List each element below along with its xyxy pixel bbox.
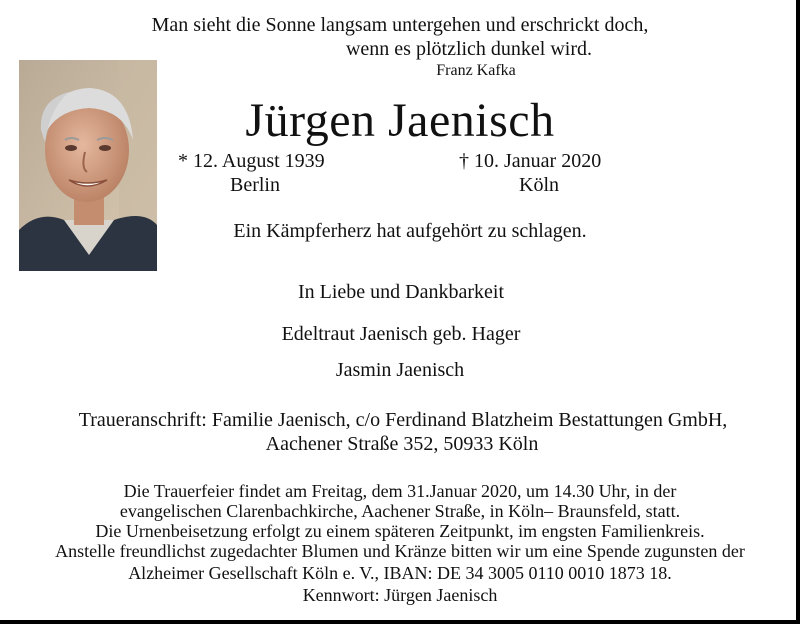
info-line: Alzheimer Gesellschaft Köln e. V., IBAN: DE 34 3005 0110 0010 1873 18.: [128, 563, 672, 583]
birth-date: * 12. August 1939: [178, 150, 325, 172]
quote-author: Franz Kafka: [436, 62, 516, 79]
info-line: Kennwort: Jürgen Jaenisch: [302, 585, 498, 605]
motto: Ein Kämpferherz hat aufgehört zu schlagen.: [233, 220, 587, 242]
info-line: Die Urnenbeisetzung erfolgt zu einem späteren Zeitpunkt, im engsten Familienkreis.: [95, 521, 705, 541]
quote-line-2: wenn es plötzlich dunkel wird.: [345, 38, 593, 60]
birth-place: Berlin: [230, 174, 280, 196]
info-line: Anstelle freundlichst zugedachter Blumen und Kränze bitten wir um eine Spende zugunsten der: [55, 541, 745, 561]
info-line: evangelischen Clarenbachkirche, Aachener Straße, in Köln– Braunsfeld, statt.: [119, 501, 681, 521]
mourners-intro: In Liebe und Dankbarkeit: [297, 281, 505, 303]
mourner-name: Jasmin Jaenisch: [335, 359, 465, 381]
deceased-name: Jürgen Jaenisch: [245, 94, 555, 147]
mourning-address-line-2: Aachener Straße 352, 50933 Köln: [265, 433, 539, 455]
quote-line-1: Man sieht die Sonne langsam untergehen und erschrickt doch,: [151, 14, 649, 36]
mourner-name: Edeltraut Jaenisch geb. Hager: [281, 323, 521, 345]
death-place: Köln: [519, 174, 559, 196]
mourning-address-line-1: Traueranschrift: Familie Jaenisch, c/o Ferdinand Blatzheim Bestattungen GmbH,: [78, 409, 728, 431]
death-date: † 10. Januar 2020: [459, 150, 602, 172]
info-line: Die Trauerfeier findet am Freitag, dem 31.Januar 2020, um 14.30 Uhr, in der: [123, 481, 677, 501]
